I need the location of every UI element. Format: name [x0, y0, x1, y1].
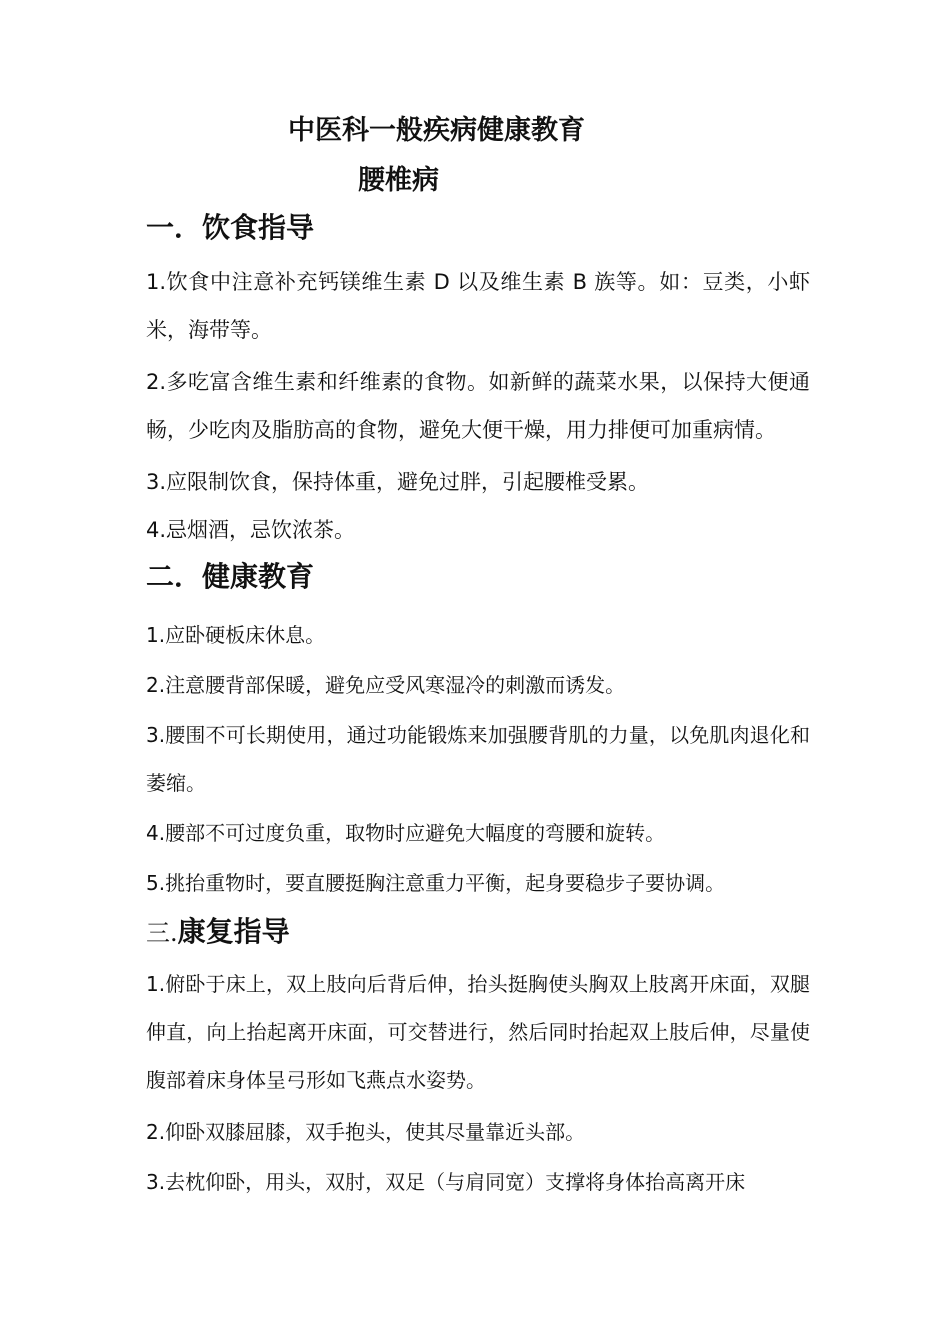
section-heading-number: 二． [146, 560, 203, 593]
section-heading-rehabilitation [146, 910, 290, 950]
paragraph-health-2: 2.注意腰背部保暖，避免应受风寒湿冷的刺激而诱发。 [146, 673, 626, 697]
section-heading-diet [146, 206, 314, 246]
section-heading-number: 三. [146, 919, 178, 947]
section-heading-health-education [146, 555, 314, 595]
paragraph-health-4: 4.腰部不可过度负重，取物时应避免大幅度的弯腰和旋转。 [146, 821, 666, 845]
section-heading-text: 健康教育 [202, 560, 315, 593]
paragraph-health-1: 1.应卧硬板床休息。 [146, 623, 326, 647]
paragraph-health-3: 3.腰围不可长期使用，通过功能锻炼来加强腰背肌的力量，以免肌肉退化和萎缩。 [146, 723, 810, 795]
section-heading-text: 康复指导 [177, 915, 290, 948]
paragraph-diet-3: 3.应限制饮食，保持体重，避免过胖，引起腰椎受累。 [146, 470, 650, 494]
paragraph-rehab-2: 2.仰卧双膝屈膝，双手抱头，使其尽量靠近头部。 [146, 1120, 586, 1144]
document-title: 中医科一般疾病健康教育 [288, 115, 585, 146]
paragraph-health-5: 5.挑抬重物时，要直腰挺胸注意重力平衡，起身要稳步子要协调。 [146, 871, 726, 895]
paragraph-diet-2: 2.多吃富含维生素和纤维素的食物。如新鲜的蔬菜水果，以保持大便通畅，少吃肉及脂肪高的食物，避免大便干燥，用力排便可加重病情。 [146, 370, 810, 442]
paragraph-diet-1: 1.饮食中注意补充钙镁维生素 D 以及维生素 B 族等。如：豆类，小虾米，海带等。 [146, 270, 810, 342]
section-heading-number: 一． [146, 211, 203, 244]
section-heading-text: 饮食指导 [202, 211, 315, 244]
paragraph-rehab-1: 1.俯卧于床上，双上肢向后背后伸，抬头挺胸使头胸双上肢离开床面，双腿伸直，向上抬起离开床面，可交替进行，然后同时抬起双上肢后伸，尽量使腹部着床身体呈弓形如飞燕点水姿势。 [146, 972, 810, 1092]
document-subtitle: 腰椎病 [358, 165, 439, 196]
paragraph-diet-4: 4.忌烟酒，忌饮浓茶。 [146, 518, 356, 542]
paragraph-rehab-3: 3.去枕仰卧，用头，双肘，双足（与肩同宽）支撑将身体抬高离开床 [146, 1170, 746, 1194]
